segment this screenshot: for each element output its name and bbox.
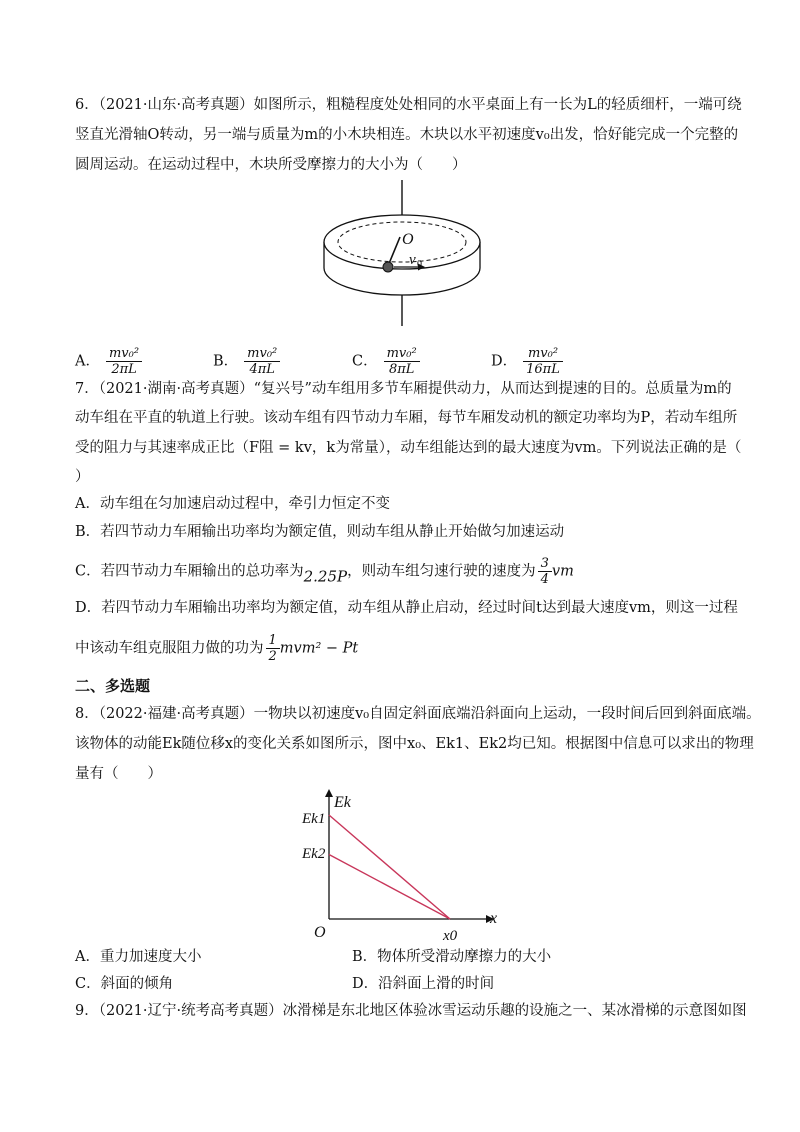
q7-line-3: 受的阻力与其速率成正比（F阻 = kv，k为常量），动车组能达到的最大速度为vm。下列说法正确的是（ — [75, 440, 742, 456]
y-axis-arrow — [325, 789, 333, 797]
q6-turntable-figure — [318, 180, 486, 330]
option-label: B． — [213, 353, 239, 370]
work-expression: mvm² − Pt — [279, 640, 359, 657]
fraction-num: mv₀² — [106, 346, 142, 362]
q7-line-1: 7．（2021·湖南·高考真题）“复兴号”动车组用多节车厢提供动力，从而达到提速的目的。总质量为m的 — [75, 381, 732, 397]
q8-option-a[interactable]: A．重力加速度大小 — [75, 949, 202, 965]
q6-option-b[interactable] — [213, 346, 280, 377]
q6-option-c[interactable] — [352, 346, 420, 377]
y-tick-label-ek2: Ek2 — [302, 846, 326, 862]
q7-option-b[interactable]: B．若四节动力车厢输出功率均为额定值，则动车组从静止开始做匀加速运动 — [75, 524, 565, 540]
section-heading: 二、多选题 — [75, 677, 151, 695]
option-c-text-2: ，则动车组匀速行驶的速度为 — [347, 563, 536, 580]
q9-line-1: 9．（2021·辽宁·统考高考真题）冰滑梯是东北地区体验冰雪运动乐趣的设施之一、某冰滑梯的示意图如图 — [75, 1003, 747, 1019]
fraction-num: mv₀² — [384, 346, 420, 362]
q8-line-2: 该物体的动能Ek随位移x的变化关系如图所示，图中x₀、Ek1、Ek2均已知。根据图中信息可以求出的物理 — [75, 736, 754, 752]
q7-option-a[interactable]: A．动车组在匀加速启动过程中，牵引力恒定不变 — [75, 496, 390, 512]
fig-label-v: v — [409, 252, 416, 268]
x-axis-label: x — [490, 910, 498, 927]
q6-line-1: 6．（2021·山东·高考真题）如图所示，粗糙程度处处相同的水平桌面上有一长为L的轻质细杆，一端可绕 — [75, 97, 742, 113]
fraction-den: 2πL — [111, 362, 137, 377]
option-label: A． — [75, 353, 100, 370]
q6-line-2: 竖直光滑轴O转动，另一端与质量为m的小木块相连。木块以水平初速度v₀出发，恰好能完成一个完整的 — [75, 127, 739, 143]
fig-label-v-sub: 0 — [417, 259, 422, 270]
q7-option-d-cont — [75, 633, 358, 664]
power-value: 2.25P — [303, 567, 348, 586]
y-axis-label: Ek — [334, 794, 351, 811]
fraction-den: 2 — [268, 649, 277, 664]
fraction-den: 4πL — [249, 362, 275, 377]
option-label: D． — [491, 353, 518, 370]
q8-option-c[interactable]: C．斜面的倾角 — [75, 976, 174, 992]
series-line-downward — [329, 855, 450, 919]
x-tick-label-x0: x0 — [443, 928, 458, 944]
option-d-text: 中该动车组克服阻力做的功为 — [75, 640, 264, 657]
q7-option-c[interactable] — [75, 556, 574, 588]
fig-label-O: O — [402, 231, 414, 248]
q8-line-1: 8．（2022·福建·高考真题）一物块以初速度v₀自固定斜面底端沿斜面向上运动，一段时间后回到斜面底端。 — [75, 706, 761, 722]
speed-symbol: vm — [551, 563, 574, 580]
q8-line-3: 量有（ ） — [75, 766, 162, 782]
fraction-num: 1 — [266, 633, 280, 649]
q8-option-d[interactable]: D．沿斜面上滑的时间 — [352, 976, 495, 992]
q7-line-2: 动车组在平直的轨道上行驶。该动车组有四节动力车厢，每节车厢发动机的额定功率均为P，若动车组所 — [75, 410, 738, 426]
q6-line-3: 圆周运动。在运动过程中，木块所受摩擦力的大小为（ ） — [75, 157, 467, 173]
q6-option-d[interactable] — [491, 346, 563, 377]
series-line-upward — [329, 815, 450, 919]
fraction-num: mv₀² — [523, 346, 563, 362]
fraction-num: mv₀² — [244, 346, 280, 362]
ek-x-chart — [300, 785, 500, 945]
q8-option-b[interactable]: B．物体所受滑动摩擦力的大小 — [352, 949, 552, 965]
option-label: C． — [352, 353, 378, 370]
q7-line-4: ） — [75, 469, 90, 485]
q6-option-a[interactable] — [75, 346, 142, 377]
option-c-text: C．若四节动力车厢输出的总功率为 — [75, 563, 304, 580]
fraction-den: 8πL — [388, 362, 415, 377]
q7-option-d[interactable]: D．若四节动力车厢输出功率均为额定值，动车组从静止启动，经过时间t达到最大速度vm，则这一过程 — [75, 600, 738, 616]
fraction-den: 16πL — [526, 362, 560, 377]
fraction-num: 3 — [538, 556, 552, 572]
origin-label: O — [314, 924, 326, 941]
fraction-den: 4 — [540, 572, 549, 587]
y-tick-label-ek1: Ek1 — [302, 811, 326, 827]
